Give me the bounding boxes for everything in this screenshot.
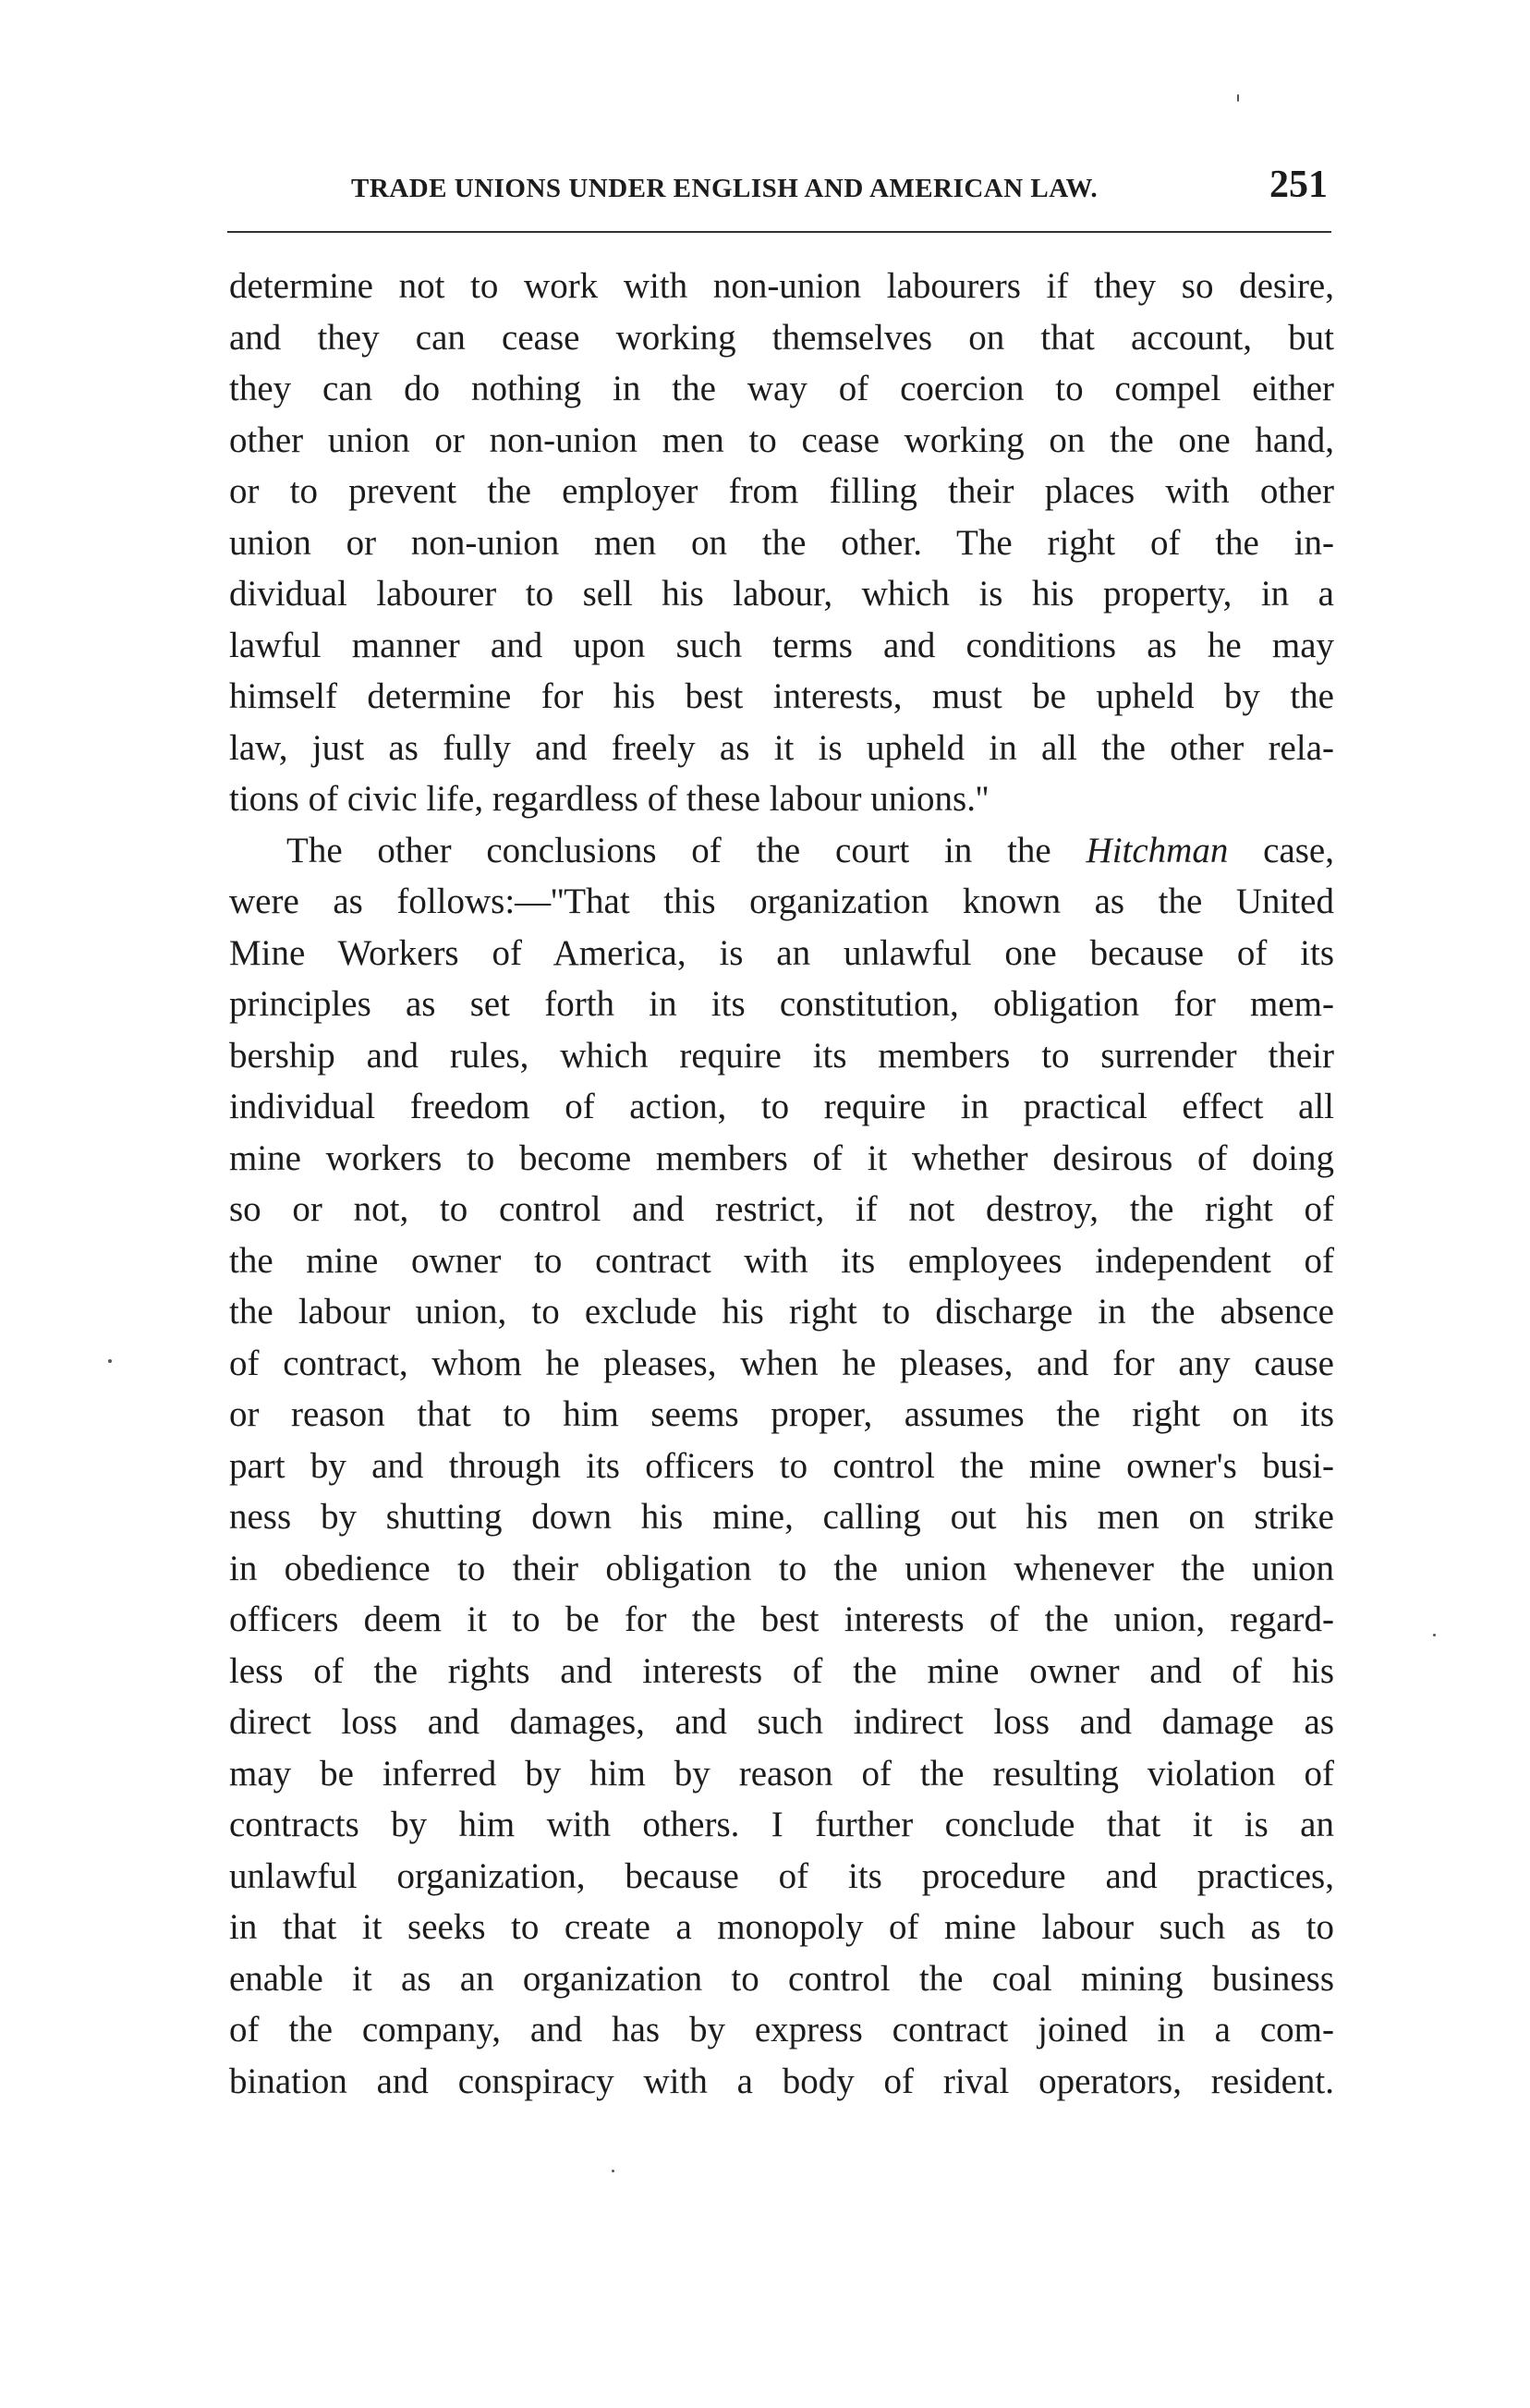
text-line: direct loss and damages, and such indirect loss and damage as	[229, 1702, 1334, 1742]
text-line: contracts by him with others. I further conclude that it is an	[229, 1805, 1334, 1844]
text-line: mine workers to become members of it whether desirous of doing	[229, 1137, 1334, 1178]
text-line: unlawful organization, because of its procedure and practices,	[229, 1855, 1334, 1896]
text-line: of the company, and has by express contract joined in a com-	[229, 2010, 1334, 2049]
text-line: they can do nothing in the way of coercion to compel either	[229, 369, 1334, 408]
scan-speck	[1433, 1634, 1436, 1636]
text-line: officers deem it to be for the best interests of the union, regard-	[229, 1599, 1334, 1639]
text-span: case,	[1228, 830, 1334, 870]
text-line: in that it seeks to create a monopoly of mine labour such as to	[229, 1907, 1334, 1947]
text-line: in obedience to their obligation to the union whenever the union	[229, 1548, 1334, 1588]
running-head	[351, 164, 1335, 211]
text-line: or to prevent the employer from filling their places with other	[229, 471, 1334, 511]
text-line: part by and through its officers to control the mine owner's busi-	[229, 1445, 1334, 1486]
text-line: principles as set forth in its constitution, obligation for mem-	[229, 984, 1334, 1024]
body-text	[229, 261, 1334, 2107]
text-line: bination and conspiracy with a body of rival operators, resident.	[229, 2061, 1334, 2101]
text-line: less of the rights and interests of the mine owner and of his	[229, 1650, 1334, 1691]
header-rule	[227, 231, 1331, 233]
paragraph-start-line	[229, 825, 1334, 877]
text-line: lawful manner and upon such terms and conditions as he may	[229, 625, 1334, 665]
text-line: law, just as fully and freely as it is upheld in all the other rela-	[229, 727, 1334, 768]
text-line: individual freedom of action, to require in practical effect all	[229, 1087, 1334, 1126]
text-line: the mine owner to contract with its employees independent of	[229, 1240, 1334, 1281]
text-line: dividual labourer to sell his labour, which is his property, in a	[229, 574, 1334, 614]
text-span: The other conclusions of the court in the	[286, 830, 1051, 870]
scan-speck	[612, 2170, 614, 2172]
text-line: the labour union, to exclude his right to discharge in the absence	[229, 1292, 1334, 1332]
text-line: enable it as an organization to control the coal mining business	[229, 1958, 1334, 1999]
text-line: tions of civic life, regardless of these labour unions.''	[229, 779, 990, 819]
scan-speck	[108, 1359, 112, 1363]
text-line: so or not, to control and restrict, if not destroy, the right of	[229, 1189, 1334, 1229]
text-line: of contract, whom he pleases, when he pleases, and for any cause	[229, 1343, 1334, 1383]
text-line: and they can cease working themselves on that account, but	[229, 317, 1334, 358]
text-line: or reason that to him seems proper, assumes the right on its	[229, 1394, 1334, 1434]
text-line: were as follows:—''That this organization known as the United	[229, 882, 1334, 921]
text-line: Mine Workers of America, is an unlawful one because of its	[229, 932, 1334, 973]
text-line: determine not to work with non-union labourers if they so desire,	[229, 266, 1334, 306]
text-line: bership and rules, which require its members to surrender their	[229, 1035, 1334, 1076]
text-line: himself determine for his best interests, must be upheld by the	[229, 676, 1334, 716]
text-line: may be inferred by him by reason of the resulting violation of	[229, 1753, 1334, 1794]
text-line: other union or non-union men to cease working on the one hand,	[229, 420, 1334, 460]
scan-speck	[1237, 94, 1239, 102]
running-title: TRADE UNIONS UNDER ENGLISH AND AMERICAN LAW.	[351, 174, 1099, 203]
text-line: ness by shutting down his mine, calling out his men on strike	[229, 1497, 1334, 1537]
text-line: union or non-union men on the other. The right of the in-	[229, 522, 1334, 563]
page-number: 251	[1269, 164, 1328, 206]
case-name: Hitchman	[1086, 830, 1229, 870]
